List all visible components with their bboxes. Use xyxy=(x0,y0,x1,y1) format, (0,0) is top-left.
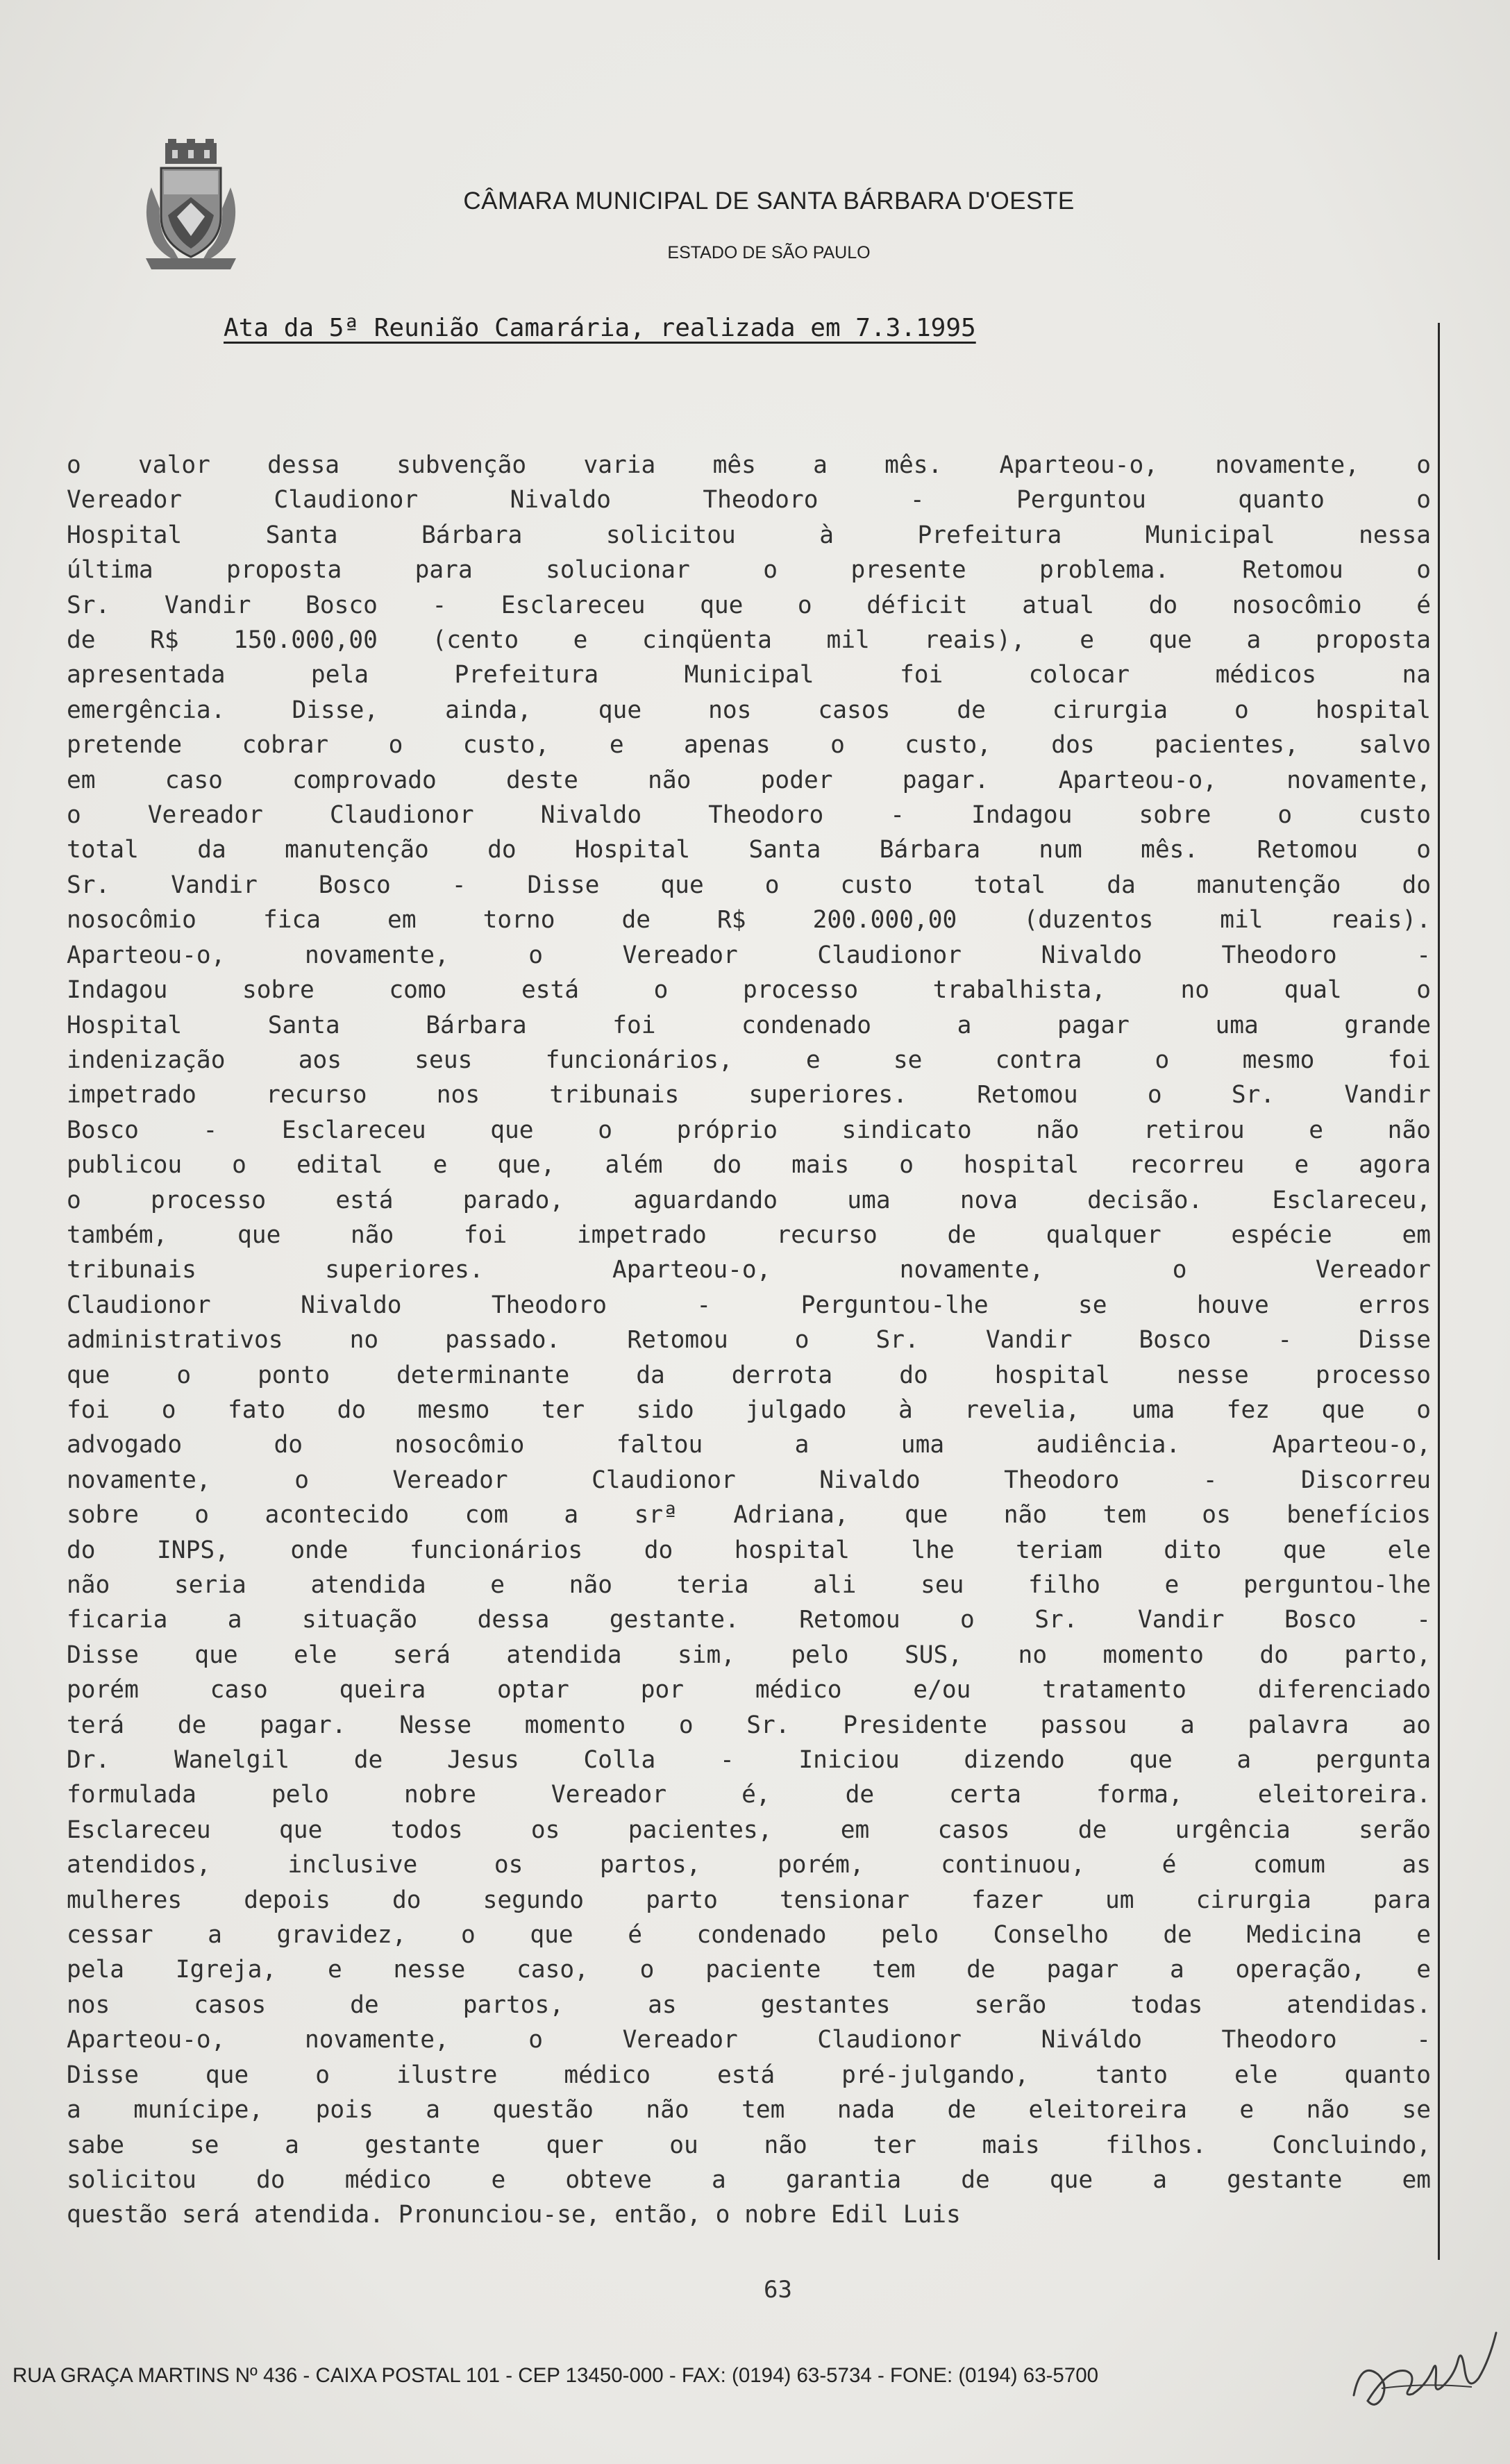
text-line: Bosco - Esclareceu que o próprio sindicato não retirou e não xyxy=(67,1116,1431,1144)
text-line: impetrado recurso nos tribunais superiores. Retomou o Sr. Vandir xyxy=(67,1081,1431,1109)
text-line: Aparteou-o, novamente, o Vereador Claudionor Nivaldo Theodoro - xyxy=(67,941,1431,969)
text-line: última proposta para solucionar o presente problema. Retomou o xyxy=(67,556,1431,585)
text-line: Disse que o ilustre médico está pré-julgando, tanto ele quanto xyxy=(67,2061,1431,2089)
text-line: Hospital Santa Bárbara solicitou à Prefeitura Municipal nessa xyxy=(67,521,1431,549)
text-line: ficaria a situação dessa gestante. Retomou o Sr. Vandir Bosco - xyxy=(67,1606,1431,1634)
text-line: Vereador Claudionor Nivaldo Theodoro - Perguntou quanto o xyxy=(67,486,1431,514)
text-line: de R$ 150.000,00 (cento e cinqüenta mil reais), e que a proposta xyxy=(67,626,1431,655)
text-line: total da manutenção do Hospital Santa Bárbara num mês. Retomou o xyxy=(67,836,1431,864)
text-line: mulheres depois do segundo parto tensionar fazer um cirurgia para xyxy=(67,1886,1431,1914)
org-state: ESTADO DE SÃO PAULO xyxy=(667,243,871,262)
text-line: o processo está parado, aguardando uma nova decisão. Esclareceu, xyxy=(67,1186,1431,1214)
page-number: 63 xyxy=(764,2276,792,2304)
text-line: pela Igreja, e nesse caso, o paciente tem de pagar a operação, e xyxy=(67,1956,1431,1984)
text-line: Esclareceu que todos os pacientes, em casos de urgência serão xyxy=(67,1816,1431,1844)
text-line: apresentada pela Prefeitura Municipal foi colocar médicos na xyxy=(67,661,1431,689)
text-line: Claudionor Nivaldo Theodoro - Perguntou-lhe se houve erros xyxy=(67,1291,1431,1319)
text-line: indenização aos seus funcionários, e se contra o mesmo foi xyxy=(67,1046,1431,1074)
text-line: Dr. Wanelgil de Jesus Colla - Iniciou dizendo que a pergunta xyxy=(67,1746,1431,1775)
text-line: o Vereador Claudionor Nivaldo Theodoro - Indagou sobre o custo xyxy=(67,801,1431,830)
document-title: Ata da 5ª Reunião Camarária, realizada em 7.3.1995 xyxy=(224,314,976,342)
text-line: a munícipe, pois a questão não tem nada de eleitoreira e não se xyxy=(67,2096,1431,2124)
text-line: administrativos no passado. Retomou o Sr. Vandir Bosco - Disse xyxy=(67,1326,1431,1355)
text-line: tribunais superiores. Aparteou-o, novamente, o Vereador xyxy=(67,1256,1431,1284)
text-line: sabe se a gestante quer ou não ter mais filhos. Concluindo, xyxy=(67,2131,1431,2159)
text-line: do INPS, onde funcionários do hospital lhe teriam dito que ele xyxy=(67,1536,1431,1564)
text-line: publicou o edital e que, além do mais o hospital recorreu e agora xyxy=(67,1151,1431,1180)
org-name: CÂMARA MUNICIPAL DE SANTA BÁRBARA D'OESTE xyxy=(463,187,1075,215)
text-line: pretende cobrar o custo, e apenas o custo, dos pacientes, salvo xyxy=(67,731,1431,760)
text-line: atendidos, inclusive os partos, porém, continuou, é comum as xyxy=(67,1851,1431,1879)
text-line: sobre o acontecido com a srª Adriana, que não tem os benefícios xyxy=(67,1501,1431,1529)
text-line: nosocômio fica em torno de R$ 200.000,00 (duzentos mil reais). xyxy=(67,906,1431,935)
text-line: não seria atendida e não teria ali seu filho e perguntou-lhe xyxy=(67,1571,1431,1599)
text-line: nos casos de partos, as gestantes serão todas atendidas. xyxy=(67,1991,1431,2019)
text-line: formulada pelo nobre Vereador é, de certa forma, eleitoreira. xyxy=(67,1781,1431,1809)
text-line: advogado do nosocômio faltou a uma audiência. Aparteou-o, xyxy=(67,1431,1431,1459)
text-line: foi o fato do mesmo ter sido julgado à revelia, uma fez que o xyxy=(67,1396,1431,1424)
text-line: Hospital Santa Bárbara foi condenado a pagar uma grande xyxy=(67,1011,1431,1039)
text-line: questão será atendida. Pronunciou-se, então, o nobre Edil Luis xyxy=(67,2201,961,2229)
text-line: Indagou sobre como está o processo trabalhista, no qual o xyxy=(67,976,1431,1005)
text-line: terá de pagar. Nesse momento o Sr. Presidente passou a palavra ao xyxy=(67,1711,1431,1739)
text-line: novamente, o Vereador Claudionor Nivaldo Theodoro - Discorreu xyxy=(67,1466,1431,1494)
text-line: que o ponto determinante da derrota do hospital nesse processo xyxy=(67,1361,1431,1389)
text-line: também, que não foi impetrado recurso de qualquer espécie em xyxy=(67,1221,1431,1249)
text-line: porém caso queira optar por médico e/ou tratamento diferenciado xyxy=(67,1676,1431,1704)
document-body xyxy=(67,448,1431,2233)
text-line: cessar a gravidez, o que é condenado pelo Conselho de Medicina e xyxy=(67,1921,1431,1950)
text-line: solicitou do médico e obteve a garantia de que a gestante em xyxy=(67,2165,1431,2194)
text-line: Disse que ele será atendida sim, pelo SUS, no momento do parto, xyxy=(67,1641,1431,1669)
handwritten-signature-icon xyxy=(1340,2319,1510,2416)
margin-rule xyxy=(1438,323,1440,2260)
text-line: Sr. Vandir Bosco - Esclareceu que o déficit atual do nosocômio é xyxy=(67,591,1431,619)
text-line: Aparteou-o, novamente, o Vereador Claudionor Niváldo Theodoro - xyxy=(67,2026,1431,2054)
text-line: Sr. Vandir Bosco - Disse que o custo total da manutenção do xyxy=(67,871,1431,899)
text-line: o valor dessa subvenção varia mês a mês. Aparteou-o, novamente, o xyxy=(67,451,1431,479)
text-line: em caso comprovado deste não poder pagar. Aparteou-o, novamente, xyxy=(67,766,1431,794)
text-line: emergência. Disse, ainda, que nos casos de cirurgia o hospital xyxy=(67,696,1431,724)
footer-address: RUA GRAÇA MARTINS Nº 436 - CAIXA POSTAL 101 - CEP 13450-000 - FAX: (0194) 63-5734 - FONE: (0194) 63-5700 xyxy=(12,2364,1099,2387)
